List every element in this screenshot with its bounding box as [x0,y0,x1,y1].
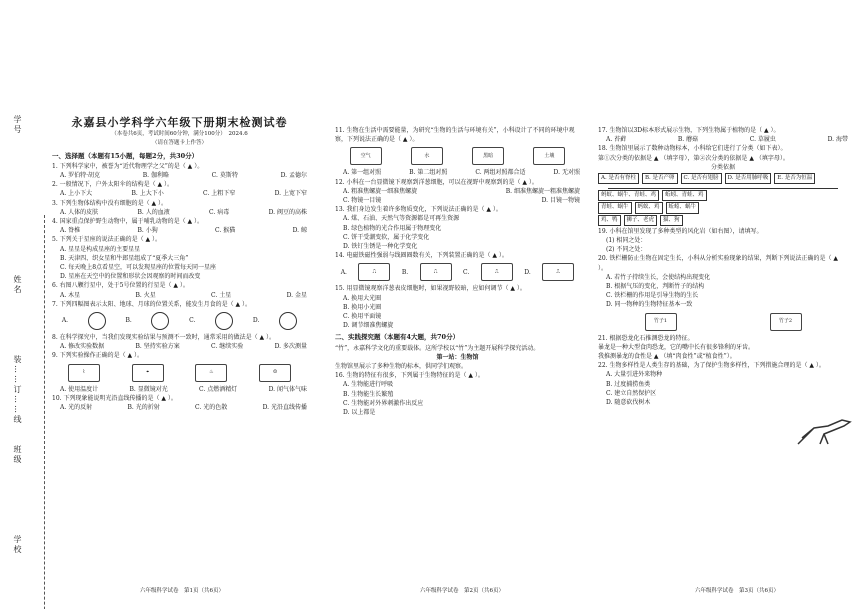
orbit-figure-a [88,312,106,330]
question-13: 13. 我们身边发生着许多物质变化，下列说法正确的是（ ▲ ）。 [335,206,502,214]
question-13-option-b: B. 绿色植物的光合作用属于物理变化 [343,224,442,232]
question-5-option-b: B. 天津四、织女星和牛郎星组成了“夏季大三角” [60,254,189,262]
question-9: 9. 下列实验操作正确的是（ ▲ ）。 [52,352,144,360]
classify-level-2: 青蛙、蜗牛 蚂蚁、鸡 蚯蚓、蜗牛 [598,202,848,213]
question-22: 22. 生物多样性是人类生存的基础，为了保护生物多样性，下列措施合理的是（ ▲ ）。 [598,362,825,370]
question-14: 14. 电磁铁磁性强弱与线圈圈数有关，下列装置正确的是（ ▲ ）。 [335,252,508,260]
name-label: 姓名 [13,275,22,295]
student-number-label: 学号 [13,115,22,135]
question-21-text: 暴龙是一种大型食肉恐龙，它的嘴中长有很多锋利的牙齿。 [598,343,755,351]
question-17-options: A. 苔藓 B. 蘑菇 C. 草履虫 D. 海带 [606,136,848,144]
bamboo-figure-1: 竹子1 [645,313,677,331]
question-7: 7. 下列四幅图表示太阳、地球、月球的位置关系，能发生月食的是（ ▲ ）。 [52,300,252,308]
part-1-text: 生物馆里展示了多种生物的标本，供同学们观察。 [335,363,468,371]
question-22-option-d: D. 随意砍伐树木 [606,399,651,407]
question-6: 6. 右图八颗行星中，处于5号位置的行星是（ ▲ ）。 [52,282,189,290]
setup-figure-1: 空气 [350,147,382,165]
electromagnet-figure-d: ⎍ [542,263,574,281]
question-16-option-d: D. 以上都是 [343,409,376,417]
practice-intro: “竹”，永嘉科学文化的重要载体。这所学校以“竹”为主题开展科学探究活动。 [335,344,540,352]
question-5-option-a: A. 星星是构成星座的主要星星 [60,245,141,253]
seal-line [44,215,45,609]
electromagnet-figure-b: ⎍ [420,263,452,281]
question-6-options: A. 木星 B. 火星 C. 土星 D. 金星 [60,291,307,299]
question-2-options: A. 上小下大 B. 上大下小 C. 上粗下窄 D. 上宽下窄 [60,190,307,198]
question-22-option-b: B. 过度捕捞鱼类 [606,380,651,388]
orbit-figures: A. B. C. D. [52,310,307,332]
classify-level-3: 鸡、鸭 狮子、老虎 猫、狗 [598,215,848,226]
question-19: 19. 小科在馆里发现了多种类型的风化岩（如右图），请填写。 [598,227,763,235]
exam-title: 永嘉县小学科学六年级下册期末检测试卷 [71,116,288,129]
question-19-similarity: (1) 相同之处： [606,237,647,245]
setup-figure-2: 水 [411,147,443,165]
question-11-options: A. 第一组对照 B. 第二组对照 C. 两组对照都合适 D. 无对照 [343,169,580,177]
question-11: 11. 生物在生活中需要能量，为研究“生物的生活与环境有关”，小科设计了不同的环境中观察，下列说法正确的是（ ▲ ）。 [335,127,575,144]
question-1: 1. 下列科学家中，被誉为“近代物理学之父”的是（ ▲ ）。 [52,162,204,170]
question-22-option-a: A. 大量引进外来物种 [606,371,663,379]
question-20-option-a: A. 若竹子持续生长，会使结构出现变化 [606,273,711,281]
classify-criteria: A. 是否有脊柱 B. 是否产卵 C. 是否有翅膀 D. 是否用肺呼吸 E. 是否为恒温 [598,173,848,184]
question-18: 18. 生物馆里展示了数种动物标本，小科给它们进行了分类（如下表）。 [598,145,787,153]
question-13-option-d: D. 铁钉生锈是一种化学变化 [343,243,418,251]
lab-figures [52,362,307,384]
question-12-options-ab: A. 粗准焦螺旋一细准焦螺旋 B. 细准焦螺旋一粗准焦螺旋 [343,187,580,195]
question-15-option-b: B. 换用小光圈 [343,303,382,311]
classify-level-1: 蚂蚁、蜗牛、青蛙、鸡 蚯蚓、青蛙、鸡 [598,190,848,201]
question-16: 16. 生物的特征有很多，下列属于生物特征的是（ ▲ ）。 [335,372,484,380]
section-choice-heading: 一、选择题（本题有15小题，每题2分，共30分） [52,151,199,160]
seal-text: 装……订……线 [13,355,22,425]
question-15-option-c: C. 换用平面镜 [343,313,382,321]
electromagnet-figures: A. ⎍ B. ⎍ C. ⎍ D. ⎍ [335,261,580,283]
question-13-option-c: C. 饼干受潮变软，属于化学变化 [343,233,430,241]
question-10-options: A. 光的反射 B. 光的折射 C. 光的色散 D. 光沿直线传播 [60,404,307,412]
question-21-prompt: 我推测暴龙的食性是 ▲ （填“肉食性”或“植食性”）。 [598,353,736,361]
bamboo-figures [598,311,848,333]
page-2-footer: 六年级科学试卷 第2页（共6页） [420,588,504,594]
classify-tree-line [608,185,838,189]
question-16-option-a: A. 生物能进行呼吸 [343,381,394,389]
question-4: 4. 国家重点保护野生动物中，属于哺乳动物的是（ ▲ ）。 [52,218,204,226]
question-2: 2. 一般情况下，户外太阳伞的结构是（ ▲ ）。 [52,181,174,189]
question-20: 20. 铁栏栅防止生物在固定生长，小科从分析实验现象的结果，判断下列说法正确的是（ ▲ ）。 [598,255,838,272]
question-1-options: A. 罗伯特·胡克 B. 伽利略 C. 莫斯特 D. 孟德尔 [60,172,307,180]
school-label: 学校 [13,535,22,555]
section-practice-heading: 二、实践探究题（本题有4大题，共70分） [335,333,460,342]
electromagnet-figure-c: ⎍ [481,263,513,281]
question-3: 3. 下列生物体结构中没有细胞的是（ ▲ ）。 [52,199,168,207]
question-15-option-a: A. 换用大光圈 [343,294,382,302]
setup-figure-3: 黑暗 [472,147,504,165]
question-8-options: A. 修改实验数据 B. 坚持实验方案 C. 继续实验 D. 多次测量 [60,343,307,351]
part-1-title: 第一站：生物馆 [436,353,479,361]
electromagnet-figure-a: ⎍ [358,263,390,281]
class-label: 班级 [13,445,22,465]
question-11-figures [335,145,580,167]
exam-note: （请在答题卡上作答） [151,140,207,147]
question-5-option-d: D. 星座在天空中的位置和形状会因观察的时间而改变 [60,273,201,281]
question-4-options: A. 脊椎 B. 小狗 C. 猴猫 D. 鲸 [60,227,307,235]
question-17: 17. 生物馆以3D标本形式展示生物，下列生物属于植物的是（ ▲ ）。 [598,127,780,134]
setup-figure-4: 土壤 [533,147,565,165]
question-12: 12. 小科在一台显微镜下观察到洋葱细胞，可以在视野中观察到的是（ ▲ ）。 [335,178,538,186]
question-15: 15. 用显微镜观察洋葱表皮细胞时，如果视野较暗，应如何调节（ ▲ ）。 [335,285,526,293]
page-2 [335,126,580,417]
alcohol-lamp-figure: ♨ [195,364,227,382]
exam-info: （本卷共6页，考试时间60分钟，满分100分） 2024.6 [111,131,248,138]
question-13-option-a: A. 煤、石油、天然气等资源都是可再生资源 [343,215,460,223]
microscope-figure: ⌖ [132,364,164,382]
question-20-option-c: C. 铁栏栅的作用是引导生物的生长 [606,292,699,300]
question-3-options: A. 人体的皮肤 B. 人的血液 C. 病毒 D. 阀豆的高株 [60,208,307,216]
dinosaur-skeleton-figure [794,410,854,450]
binding-margin [8,105,42,585]
question-8: 8. 在科学探究中，当我们发现实验结果与预测不一致时，通常采用的做法是（ ▲ ）。 [52,334,276,342]
question-22-option-c: C. 建立自然保护区 [606,389,657,397]
thermometer-figure: ⌇ [68,364,100,382]
question-20-option-d: D. 同一物种的生物特征基本一致 [606,301,693,309]
smell-figure: ☺ [259,364,291,382]
page-1 [52,118,307,412]
orbit-figure-d [279,312,297,330]
bamboo-figure-2: 竹子2 [770,313,802,331]
orbit-figure-b [151,312,169,330]
question-16-option-c: C. 生物能对外界刺激作出反应 [343,399,424,407]
question-19-difference: (2) 不同之处： [606,246,647,254]
question-21: 21. 根据恐龙化石推测恐龙的特征。 [598,334,694,342]
question-5: 5. 下列关于星座的说法正确的是（ ▲ ）。 [52,236,162,244]
question-5-option-c: C. 每天晚上8点看星空，可以发现星座的位置每天同一星座 [60,264,217,272]
question-18-prompt: 第①次分类的依据是 ▲ （填字母），第②次分类的依据是 ▲ （填字母）。 [598,154,789,162]
orbit-figure-c [215,312,233,330]
page-1-footer: 六年级科学试卷 第1页（共6页） [140,588,224,594]
question-16-option-b: B. 生物能生长繁殖 [343,390,394,398]
classify-title: 分类依据 [710,163,735,171]
question-10: 10. 下列现象能说明光沿直线传播的是（ ▲ ）。 [52,394,177,402]
page-3 [598,126,848,407]
question-9-options: A. 使用温度计 B. 显微镜对光 C. 点燃酒精灯 D. 闻气体气味 [60,385,307,393]
page-3-footer: 六年级科学试卷 第3页（共6页） [695,588,779,594]
question-12-options-cd: C. 物镜一目镜 D. 目镜一物镜 [343,197,580,205]
question-20-option-b: B. 根据气压的变化，判断竹子的结构 [606,283,705,291]
question-15-option-d: D. 调节细准焦螺旋 [343,322,394,330]
